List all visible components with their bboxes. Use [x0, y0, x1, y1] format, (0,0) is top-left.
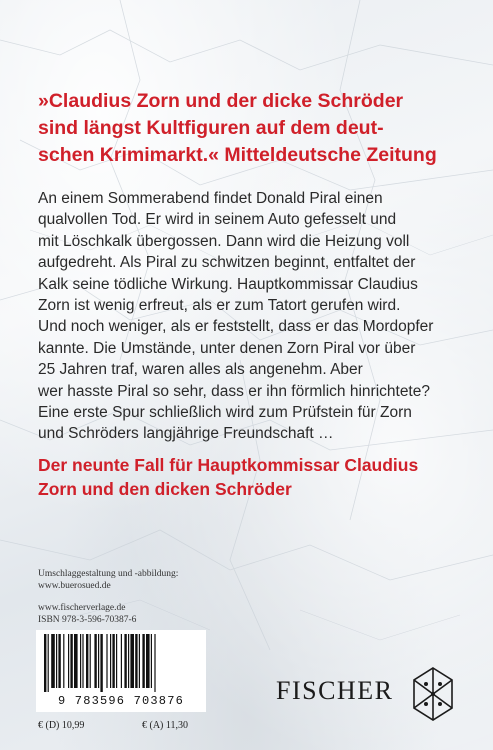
barcode-bar [68, 634, 69, 688]
design-credit-label: Umschlaggestaltung und -abbildung: [38, 569, 179, 579]
barcode-bar [124, 634, 126, 688]
fischer-fish-logo-icon [412, 666, 454, 722]
publisher-url: www.fischerverlage.de [38, 603, 126, 613]
barcode-bar [51, 634, 55, 688]
blurb-line: kannte. Die Umstände, unter denen Zorn Piral vor über [38, 339, 416, 357]
quote-line: schen Krimimarkt.« Mitteldeutsche Zeitung [38, 144, 437, 166]
press-quote [38, 88, 468, 169]
barcode-bar [128, 634, 129, 688]
barcode-bars [42, 634, 200, 692]
quote-line: sind längst Kultfiguren auf dem deut- [38, 117, 384, 139]
blurb-line: und Schröders langjährige Freundschaft … [38, 425, 334, 443]
price-germany: € (D) 10,99 [38, 720, 85, 731]
barcode-bar [90, 634, 91, 688]
barcode-bar [154, 634, 155, 692]
blurb-line: Eine erste Spur schließlich wird zum Prüfstein für Zorn [38, 404, 412, 422]
barcode-bar [110, 634, 111, 688]
blurb-line: Und noch weniger, als er feststellt, dass er das Mordopfer [38, 318, 434, 336]
blurb-line: Zorn ist wenig erfreut, als er zum Tatort gerufen wird. [38, 297, 401, 315]
barcode-bar [116, 634, 117, 688]
series-tagline [38, 453, 468, 501]
barcode-bar [82, 634, 83, 688]
quote-line: »Claudius Zorn und der dicke Schröder [38, 90, 404, 112]
tagline-line: Zorn und den dicken Schröder [38, 479, 292, 499]
barcode-bar [63, 634, 64, 688]
blurb-line: qualvollen Tod. Er wird in seinem Auto gefesselt und [38, 211, 397, 229]
price-austria: € (A) 11,30 [142, 720, 189, 731]
barcode-bar [146, 634, 150, 688]
barcode-bar [48, 634, 49, 692]
barcode-bar [94, 634, 96, 688]
blurb-line: wer hasste Piral so sehr, dass er ihn förmlich hinrichtete? [38, 382, 430, 400]
blurb-line: mit Löschkalk übergossen. Dann wird die Heizung voll [38, 232, 410, 250]
barcode-bar [106, 634, 107, 688]
barcode-number: 9 783596 703876 [57, 694, 185, 708]
barcode-bar [44, 634, 46, 692]
barcode-bar [151, 634, 152, 688]
barcode-bar [121, 634, 122, 688]
barcode-bar [70, 634, 72, 688]
blurb-line: aufgedreht. Als Piral zu schwitzen beginnt, entfaltet der [38, 254, 416, 272]
barcode-bar [86, 634, 88, 688]
barcode-bar [74, 634, 78, 688]
barcode-bar [100, 634, 102, 692]
barcode-bar [56, 634, 57, 688]
credits [38, 568, 298, 626]
blurb-line: 25 Jahren traf, waren alles als angenehm. Aber [38, 361, 363, 379]
barcode-bar [58, 634, 60, 688]
barcode [36, 630, 206, 712]
barcode-bar [112, 634, 114, 688]
isbn: ISBN 978-3-596-70387-6 [38, 615, 137, 625]
barcode-bar [139, 634, 140, 688]
barcode-bar [130, 634, 134, 688]
blurb-line: An einem Sommerabend findet Donald Piral einen [38, 190, 383, 207]
barcode-bar [98, 634, 99, 688]
barcode-bar [135, 634, 137, 688]
publisher-name: FISCHER [276, 676, 394, 705]
tagline-line: Der neunte Fall für Hauptkommissar Claudius [38, 455, 419, 475]
design-credit-url: www.buerosued.de [38, 581, 111, 591]
barcode-bar [80, 634, 81, 688]
barcode-bar [142, 634, 144, 688]
prices [38, 720, 238, 731]
blurb-text [38, 188, 468, 445]
blurb-line: Kalk seine tödliche Wirkung. Hauptkommissar Claudius [38, 275, 418, 293]
